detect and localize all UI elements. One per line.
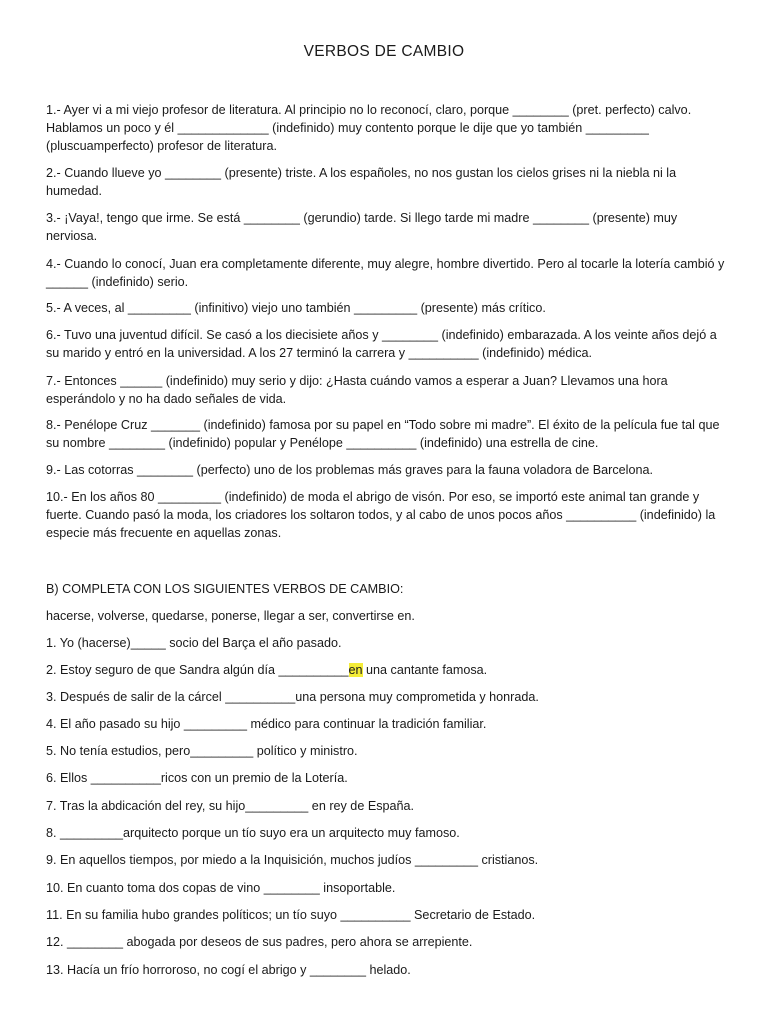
exercise-a-2: 2.- Cuando llueve yo ________ (presente) triste. A los españoles, no nos gustan los cielos grises ni la niebla ni la humedad. [46,166,677,198]
exercise-a-6: 6.- Tuvo una juventud difícil. Se casó a los diecisiete años y ________ (indefinido) embarazada. A los veinte años dejó a su marido y entró en la universidad. A los 27 terminó la carrera y __________ (indefinido) médica. [46,328,717,360]
verb-list: hacerse, volverse, quedarse, ponerse, llegar a ser, convertirse en. [46,609,415,623]
exercise-b-2-text: 2. Estoy seguro de que Sandra algún día __________ [46,663,349,677]
exercise-a-9: 9.- Las cotorras ________ (perfecto) uno de los problemas más graves para la fauna voladora de Barcelona. [46,463,653,477]
exercise-b-7: 7. Tras la abdicación del rey, su hijo_________ en rey de España. [46,799,415,813]
exercise-b-1: 1. Yo (hacerse)_____ socio del Barça el año pasado. [46,636,342,650]
exercise-b-10: 10. En cuanto toma dos copas de vino ________ insoportable. [46,881,396,895]
exercise-b-12: 12. ________ abogada por deseos de sus padres, pero ahora se arrepiente. [46,935,473,949]
exercise-a-8: 8.- Penélope Cruz _______ (indefinido) famosa por su papel en “Todo sobre mi madre”. El éxito de la película fue tal que su nombre ________ (indefinido) popular y Penélope __________ (indefinido) una estrella de cine. [46,418,720,450]
section-b-heading: B) COMPLETA CON LOS SIGUIENTES VERBOS DE CAMBIO: [46,582,404,596]
exercise-b-13: 13. Hacía un frío horroroso, no cogí el abrigo y ________ helado. [46,963,411,977]
exercise-b-2 [46,661,726,679]
exercise-a-5: 5.- A veces, al _________ (infinitivo) viejo uno también _________ (presente) más crítico. [46,301,546,315]
exercise-b-5: 5. No tenía estudios, pero_________ político y ministro. [46,744,358,758]
exercise-b-11: 11. En su familia hubo grandes políticos; un tío suyo __________ Secretario de Estado. [46,908,536,922]
exercise-b-2-rest: una cantante famosa. [362,663,488,677]
exercise-a-7: 7.- Entonces ______ (indefinido) muy serio y dijo: ¿Hasta cuándo vamos a esperar a Juan? Llevamos una hora esperándolo y no ha dado señales de vida. [46,374,668,406]
exercise-b-3: 3. Después de salir de la cárcel __________una persona muy comprometida y honrada. [46,690,539,704]
exercise-b-9: 9. En aquellos tiempos, por miedo a la Inquisición, muchos judíos _________ cristianos. [46,853,539,867]
exercise-a-4: 4.- Cuando lo conocí, Juan era completamente diferente, muy alegre, hombre divertido. Pero al tocarle la lotería cambió y ______ (indefinido) serio. [46,257,725,289]
exercise-b-8: 8. _________arquitecto porque un tío suyo era un arquitecto muy famoso. [46,826,460,840]
exercise-b-6: 6. Ellos __________ricos con un premio de la Lotería. [46,771,348,785]
highlighted-word: en [348,663,363,677]
exercise-a-10: 10.- En los años 80 _________ (indefinido) de moda el abrigo de visón. Por eso, se importó este animal tan grande y fuerte. Cuando pasó la moda, los criadores los soltaron todos, y al cabo de unos pocos años __________ (indefinido) la especie más frecuente en aquellas zonas. [46,490,716,540]
exercise-b-4: 4. El año pasado su hijo _________ médico para continuar la tradición familiar. [46,717,487,731]
exercise-a-1: 1.- Ayer vi a mi viejo profesor de literatura. Al principio no lo reconocí, claro, porque ________ (pret. perfecto) calvo. Hablamos un poco y él _____________ (indefinido) muy contento porque le dije que yo también _________ (pluscuamperfecto) profesor de literatura. [46,103,692,153]
page-title: VERBOS DE CAMBIO [303,43,465,60]
exercise-a-3: 3.- ¡Vaya!, tengo que irme. Se está ________ (gerundio) tarde. Si llego tarde mi madre ________ (presente) muy nerviosa. [46,211,678,243]
